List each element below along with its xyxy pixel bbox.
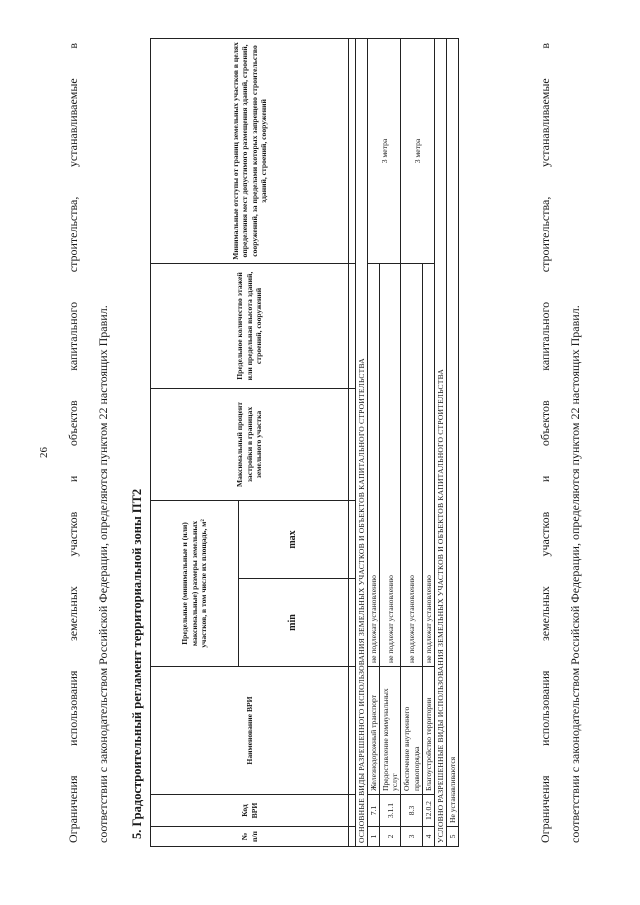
header-name: Наименование ВРИ (151, 667, 349, 795)
row-num: 1 (368, 827, 380, 847)
header-code: Код ВРИ (151, 795, 349, 827)
section-title: 5. Градостроительный регламент территориальной зоны ПТ2 (130, 488, 144, 839)
table-row (446, 38, 458, 846)
paragraph-line: соответствии с законодательством Российской Федерации, определяются пунктом 22 настоящих Правил. (96, 305, 110, 843)
row-text: Не устанавливаются (446, 38, 458, 826)
header-num: № п/п (151, 827, 349, 847)
header-sizes: Предельные (минимальные и (или) максимальные) размеры земельных участков, в том числе их площадь, м² (151, 500, 239, 666)
paragraph-line: Ограничения использования земельных участков и объектов капитального строительства, устанавливаемые в (66, 43, 80, 843)
row-sizes: не подлежат установлению (422, 263, 434, 666)
row-code: 8.3 (401, 795, 422, 827)
section-conditional-uses: УСЛОВНО РАЗРЕШЕННЫЕ ВИДЫ ИСПОЛЬЗОВАНИЯ ЗЕМЕЛЬНЫХ УЧАСТКОВ И ОБЪЕКТОВ КАПИТАЛЬНОГО СТРОИТЕЛЬСТВА (434, 38, 446, 846)
page-number: 26 (38, 447, 50, 458)
table-row (401, 38, 422, 846)
row-num: 2 (380, 827, 401, 847)
row-setback: 3 метра (401, 38, 434, 263)
paragraph-line: Ограничения использования земельных участков и объектов капитального строительства, устанавливаемые в (538, 43, 552, 843)
restrictions-paragraph-bottom (530, 43, 590, 843)
header-floors: Предельное количество этажей или предельная высота зданий, строений, сооружений (151, 263, 349, 388)
restrictions-paragraph-top (58, 43, 118, 843)
header-percent: Максимальный процент застройки в границах земельного участка (151, 388, 349, 500)
paragraph-line: соответствии с законодательством Российской Федерации, определяются пунктом 22 настоящих Правил. (568, 305, 582, 843)
row-code: 3.1.1 (380, 795, 401, 827)
row-sizes: не подлежат установлению (401, 263, 422, 666)
row-num: 3 (401, 827, 422, 847)
row-sizes: не подлежат установлению (380, 263, 401, 666)
row-setback: 3 метра (368, 38, 401, 263)
section-main-uses: ОСНОВНЫЕ ВИДЫ РАЗРЕШЕННОГО ИСПОЛЬЗОВАНИЯ ЗЕМЕЛЬНЫХ УЧАСТКОВ И ОБЪЕКТОВ КАПИТАЛЬНОГО СТРОИТЕЛЬСТВА (356, 38, 368, 846)
row-code: 7.1 (368, 795, 380, 827)
header-max: max (239, 500, 349, 578)
row-code: 12.0.2 (422, 795, 434, 827)
zone-regulation-table (150, 38, 459, 847)
row-name: Предоставление коммунальных услуг (380, 667, 401, 795)
row-name: Железнодорожный транспорт (368, 667, 380, 795)
header-min: min (239, 579, 349, 667)
row-name: Обеспечение внутреннего правопорядка (401, 667, 422, 795)
row-sizes: не подлежат установлению (368, 263, 380, 666)
row-num: 4 (422, 827, 434, 847)
row-num: 5 (446, 827, 458, 847)
header-setbacks: Минимальные отступы от границ земельных участков в целях определения мест допустимого размещения зданий, строений, сооружений, за пределами которых запрещено строительство зданий, строений, сооружений (151, 38, 349, 263)
table-row (368, 38, 380, 846)
row-name: Благоустройство территории (422, 667, 434, 795)
